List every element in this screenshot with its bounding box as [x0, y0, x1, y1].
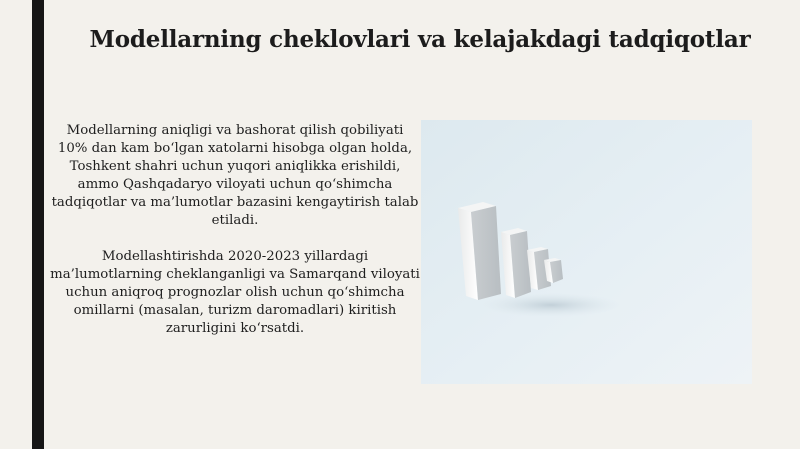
- descending-bar-chart-image: [421, 120, 752, 384]
- bar-chart-image: [421, 120, 752, 384]
- bar-shadow: [481, 293, 621, 317]
- slide-title: Modellarning cheklovlari va kelajakdagi tadqiqotlar: [89, 26, 751, 53]
- left-accent-bar: [32, 0, 44, 449]
- bar-4: [544, 258, 563, 283]
- paragraph-limitations: Modellashtirishda 2020-2023 yillardagi ma’lumotlarning cheklanganligi va Samarqand viloyati uchun aniqroq prognozlar olish uchun qo‘shimcha omillarni (masalan, turizm daromadlari) kiritish zarurligini ko‘rsatdi.: [50, 249, 420, 336]
- bar-2: [501, 228, 531, 298]
- paragraph-accuracy: Modellarning aniqligi va bashorat qilish qobiliyati 10% dan kam bo‘lgan xatolarni hisobga olgan holda, Toshkent shahri uchun yuqori aniqlikka erishildi, ammo Qashqadaryo viloyati uchun qo‘shimcha tadqiqotlar va ma’lumotlar bazasini kengaytirish talab etiladi.: [51, 123, 419, 228]
- slide-body: [50, 122, 420, 356]
